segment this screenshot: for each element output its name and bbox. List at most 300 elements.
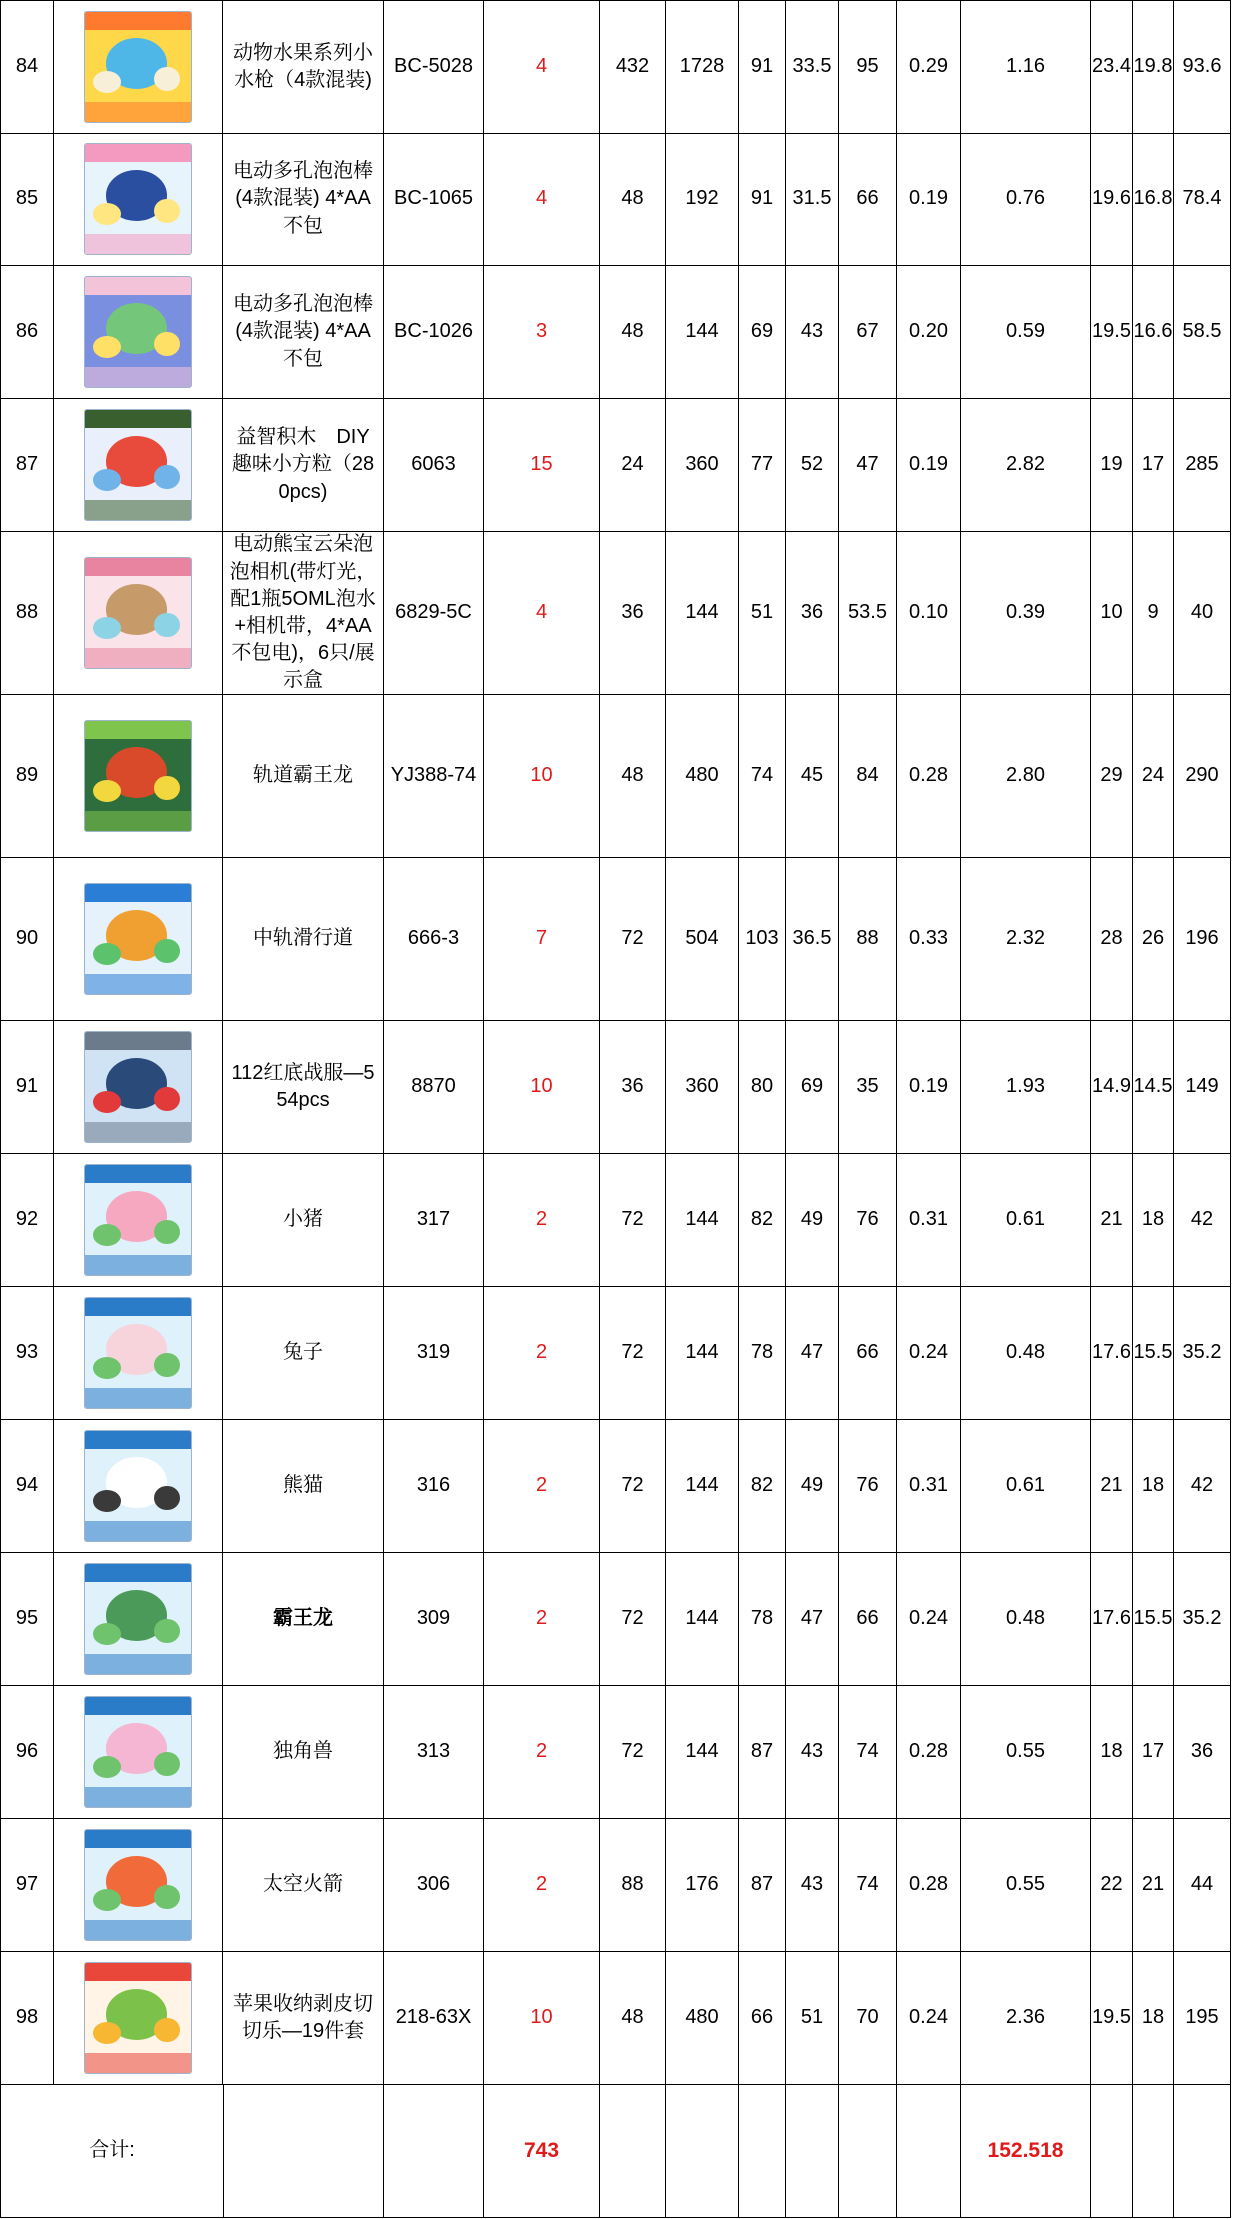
- total-weight-cell: [1174, 1420, 1231, 1553]
- carton-cbm: 0.24: [909, 1607, 948, 1630]
- product-name-cell: [223, 266, 384, 399]
- model-number-cell: [384, 133, 484, 266]
- pcs-per-carton: 72: [621, 1208, 644, 1231]
- pcs-per-carton: 88: [621, 1873, 644, 1896]
- gross-weight-cell: [1091, 1553, 1133, 1686]
- order-quantity: 2: [535, 1208, 548, 1231]
- pcs-per-carton-cell: [600, 1952, 666, 2085]
- rail-car-image: [79, 880, 197, 998]
- gross-weight-cell: [1091, 0, 1133, 134]
- net-weight: 24: [1141, 764, 1165, 787]
- item-number-cell: [0, 0, 54, 134]
- product-name-cell: [223, 1021, 384, 1154]
- order-quantity: 3: [535, 320, 548, 343]
- gross-weight: 14.9: [1092, 1075, 1131, 1098]
- model-number: 666-3: [407, 927, 460, 950]
- total-weight: 195: [1185, 2006, 1219, 2029]
- carton-length-cell: [739, 1686, 786, 1819]
- total-weight-cell: [1174, 399, 1231, 532]
- carton-cbm: 0.33: [909, 927, 948, 950]
- total-weight: 36: [1190, 1740, 1214, 1763]
- total-weight: 40: [1190, 601, 1214, 624]
- total-weight: 196: [1185, 927, 1219, 950]
- carton-width-cell: [786, 399, 839, 532]
- model-number: 313: [416, 1740, 451, 1763]
- total-cbm: 1.16: [1006, 55, 1045, 78]
- total-cbm: 0.48: [1006, 1607, 1045, 1630]
- carton-cbm: 0.31: [909, 1208, 948, 1231]
- total-row-cell: [1133, 2085, 1174, 2218]
- carton-length-cell: [739, 858, 786, 1021]
- total-pcs: 144: [685, 1740, 719, 1763]
- carton-cbm-cell: [897, 1819, 961, 1952]
- order-quantity-cell: [484, 1686, 600, 1819]
- total-weight: 42: [1190, 1208, 1214, 1231]
- product-name: 苹果收纳剥皮切切乐—19件套: [233, 1992, 373, 2042]
- total-pcs-cell: [666, 532, 739, 695]
- carton-cbm-cell: [897, 133, 961, 266]
- model-number-cell: [384, 1420, 484, 1553]
- pcs-per-carton: 48: [621, 320, 644, 343]
- item-number: 94: [15, 1474, 39, 1497]
- pcs-per-carton-cell: [600, 1686, 666, 1819]
- product-name-cell: [223, 399, 384, 532]
- carton-length: 91: [750, 187, 774, 210]
- carton-height: 47: [856, 453, 879, 476]
- total-weight-cell: [1174, 133, 1231, 266]
- total-weight-cell: [1174, 1952, 1231, 2085]
- total-row-cell: [223, 2085, 384, 2218]
- product-image-cell: [53, 695, 223, 858]
- gross-weight-cell: [1091, 1287, 1133, 1420]
- item-number: 90: [15, 927, 39, 950]
- carton-height: 70: [856, 2006, 879, 2029]
- total-cbm-cell: [961, 1819, 1091, 1952]
- pcs-per-carton-cell: [600, 133, 666, 266]
- product-name-cell: [223, 1819, 384, 1952]
- order-quantity-cell: [484, 1021, 600, 1154]
- total-cbm-cell: [961, 1952, 1091, 2085]
- product-name-cell: [223, 1553, 384, 1686]
- item-number-cell: [0, 399, 54, 532]
- gross-weight-cell: [1091, 1021, 1133, 1154]
- gross-weight: 21: [1100, 1474, 1123, 1497]
- item-number: 92: [15, 1208, 39, 1231]
- gross-weight-cell: [1091, 399, 1133, 532]
- product-name-cell: [223, 0, 384, 134]
- carton-cbm: 0.28: [909, 1873, 948, 1896]
- order-quantity-cell: [484, 1952, 600, 2085]
- carton-width: 47: [800, 1341, 824, 1364]
- model-number: 218-63X: [395, 2006, 472, 2029]
- net-weight-cell: [1133, 695, 1174, 858]
- product-image-cell: [53, 1952, 223, 2085]
- net-weight: 16.6: [1133, 320, 1173, 343]
- order-quantity: 7: [535, 927, 548, 950]
- total-pcs-cell: [666, 1553, 739, 1686]
- carton-width-cell: [786, 858, 839, 1021]
- water-gun-toy-image: [79, 8, 197, 126]
- pcs-per-carton: 48: [621, 764, 644, 787]
- carton-width-cell: [786, 1287, 839, 1420]
- total-weight: 35.2: [1182, 1607, 1222, 1630]
- carton-height: 66: [856, 1341, 879, 1364]
- model-number: 6063: [411, 453, 456, 476]
- product-image-cell: [53, 1287, 223, 1420]
- total-pcs: 480: [685, 764, 719, 787]
- model-number-cell: [384, 1287, 484, 1420]
- carton-length-cell: [739, 1952, 786, 2085]
- item-number-cell: [0, 1021, 54, 1154]
- order-quantity: 4: [535, 187, 548, 210]
- carton-width: 49: [800, 1474, 824, 1497]
- total-cbm-cell: [961, 1021, 1091, 1154]
- item-number-cell: [0, 532, 54, 695]
- pig-toy-image: [79, 1161, 197, 1279]
- carton-height-cell: [839, 695, 897, 858]
- model-number-cell: [384, 0, 484, 134]
- carton-width: 45: [800, 764, 824, 787]
- net-weight-cell: [1133, 399, 1174, 532]
- model-number-cell: [384, 266, 484, 399]
- carton-height-cell: [839, 1420, 897, 1553]
- product-name: 112红底战服—554pcs: [231, 1061, 375, 1111]
- carton-height: 53.5: [848, 601, 887, 624]
- order-quantity: 2: [535, 1341, 548, 1364]
- total-row-cell: [600, 2085, 666, 2218]
- carton-width: 36.5: [792, 927, 832, 950]
- order-quantity-cell: [484, 399, 600, 532]
- pcs-per-carton-cell: [600, 1154, 666, 1287]
- carton-cbm-cell: [897, 1287, 961, 1420]
- gross-weight: 19: [1100, 453, 1123, 476]
- pcs-per-carton-cell: [600, 0, 666, 134]
- item-number: 87: [15, 453, 39, 476]
- carton-length-cell: [739, 133, 786, 266]
- carton-length: 69: [750, 320, 774, 343]
- carton-height-cell: [839, 532, 897, 695]
- carton-length-cell: [739, 1420, 786, 1553]
- product-name: 熊猫: [283, 1474, 323, 1497]
- model-number: BC-1026: [394, 320, 473, 343]
- carton-height-cell: [839, 1952, 897, 2085]
- total-weight-cell: [1174, 1154, 1231, 1287]
- product-image-cell: [53, 0, 223, 134]
- model-number: 316: [416, 1474, 451, 1497]
- item-number: 86: [15, 320, 39, 343]
- total-cbm-cell: [961, 1420, 1091, 1553]
- gross-weight-cell: [1091, 266, 1133, 399]
- carton-width: 33.5: [792, 55, 832, 78]
- total-cbm-cell: [961, 1154, 1091, 1287]
- total-row-cell: [666, 2085, 739, 2218]
- total-weight-cell: [1174, 1819, 1231, 1952]
- net-weight: 18: [1141, 2006, 1165, 2029]
- total-row-cell: [961, 2085, 1091, 2218]
- total-pcs: 144: [685, 320, 719, 343]
- carton-length-cell: [739, 532, 786, 695]
- net-weight-cell: [1133, 266, 1174, 399]
- model-number: 8870: [411, 1075, 456, 1098]
- gross-weight: 22: [1100, 1873, 1123, 1896]
- product-name-cell: [223, 1686, 384, 1819]
- pcs-per-carton-cell: [600, 1287, 666, 1420]
- carton-width: 52: [800, 453, 824, 476]
- total-pcs-cell: [666, 1686, 739, 1819]
- item-number-cell: [0, 266, 54, 399]
- product-name: 太空火箭: [263, 1873, 343, 1896]
- gross-weight-cell: [1091, 695, 1133, 858]
- carton-cbm-cell: [897, 0, 961, 134]
- total-weight: 149: [1185, 1075, 1219, 1098]
- order-quantity-cell: [484, 1819, 600, 1952]
- carton-length-cell: [739, 1553, 786, 1686]
- total-weight-cell: [1174, 532, 1231, 695]
- product-name: 电动熊宝云朵泡泡相机(带灯光，配1瓶5OML泡水+相机带，4*AA不包电)，6只/展示盒: [229, 533, 377, 692]
- order-quantity-cell: [484, 532, 600, 695]
- carton-length-cell: [739, 1154, 786, 1287]
- order-quantity-cell: [484, 1154, 600, 1287]
- carton-cbm: 0.19: [909, 1075, 948, 1098]
- gross-weight-cell: [1091, 1952, 1133, 2085]
- product-image-cell: [53, 532, 223, 695]
- carton-cbm: 0.24: [909, 1341, 948, 1364]
- carton-width: 36: [800, 601, 824, 624]
- carton-cbm-cell: [897, 695, 961, 858]
- pcs-per-carton-cell: [600, 532, 666, 695]
- order-quantity-cell: [484, 1553, 600, 1686]
- carton-cbm: 0.31: [909, 1474, 948, 1497]
- pcs-per-carton-cell: [600, 399, 666, 532]
- model-number-cell: [384, 1021, 484, 1154]
- item-number-cell: [0, 1553, 54, 1686]
- item-number-cell: [0, 1686, 54, 1819]
- total-pcs-cell: [666, 695, 739, 858]
- carton-cbm-cell: [897, 532, 961, 695]
- carton-length: 82: [750, 1474, 774, 1497]
- item-number: 96: [15, 1740, 39, 1763]
- total-cbm: 0.61: [1006, 1474, 1045, 1497]
- model-number: 6829-5C: [395, 601, 472, 624]
- total-row-cell: [786, 2085, 839, 2218]
- carton-length: 87: [750, 1873, 774, 1896]
- product-name: 电动多孔泡泡棒(4款混装) 4*AA不包: [233, 293, 373, 370]
- carton-width-cell: [786, 133, 839, 266]
- pcs-per-carton: 48: [621, 2006, 644, 2029]
- trex-toy-image: [79, 1560, 197, 1678]
- total-cbm: 0.61: [1006, 1208, 1045, 1231]
- total-row-cell: [1091, 2085, 1133, 2218]
- total-weight-cell: [1174, 1287, 1231, 1420]
- gross-weight: 28: [1100, 927, 1123, 950]
- net-weight-cell: [1133, 858, 1174, 1021]
- carton-length-cell: [739, 1819, 786, 1952]
- carton-cbm: 0.28: [909, 1740, 948, 1763]
- total-pcs-cell: [666, 1819, 739, 1952]
- net-weight-cell: [1133, 1952, 1174, 2085]
- total-pcs: 144: [685, 1341, 719, 1364]
- model-number: BC-5028: [394, 55, 473, 78]
- order-quantity-cell: [484, 0, 600, 134]
- carton-width-cell: [786, 1819, 839, 1952]
- total-cbm-cell: [961, 858, 1091, 1021]
- gross-weight: 10: [1100, 601, 1123, 624]
- carton-height-cell: [839, 1287, 897, 1420]
- total-pcs: 360: [685, 1075, 719, 1098]
- model-number: 306: [416, 1873, 451, 1896]
- total-pcs-cell: [666, 1021, 739, 1154]
- carton-height-cell: [839, 1686, 897, 1819]
- pcs-per-carton: 48: [621, 187, 644, 210]
- total-cbm-cell: [961, 1287, 1091, 1420]
- total-weight-cell: [1174, 695, 1231, 858]
- gross-weight: 23.4: [1092, 55, 1131, 78]
- pcs-per-carton-cell: [600, 1819, 666, 1952]
- bubble-stick-image: [79, 140, 197, 258]
- total-weight: 290: [1185, 764, 1219, 787]
- model-number: YJ388-74: [390, 764, 477, 787]
- rabbit-toy-image: [79, 1294, 197, 1412]
- total-pcs-cell: [666, 858, 739, 1021]
- model-number-cell: [384, 858, 484, 1021]
- carton-height-cell: [839, 1553, 897, 1686]
- total-quantity: 743: [523, 2139, 560, 2162]
- total-pcs-cell: [666, 1952, 739, 2085]
- net-weight: 15.5: [1133, 1607, 1173, 1630]
- total-weight: 58.5: [1182, 320, 1222, 343]
- total-row-cell: [739, 2085, 786, 2218]
- total-cbm: 0.39: [1006, 601, 1045, 624]
- order-quantity: 10: [530, 2006, 553, 2029]
- carton-width-cell: [786, 0, 839, 134]
- carton-length: 82: [750, 1208, 774, 1231]
- carton-width: 47: [800, 1607, 824, 1630]
- total-cbm-cell: [961, 266, 1091, 399]
- net-weight-cell: [1133, 1819, 1174, 1952]
- product-name-cell: [223, 1154, 384, 1287]
- carton-cbm: 0.24: [909, 2006, 948, 2029]
- model-number-cell: [384, 532, 484, 695]
- product-image-cell: [53, 133, 223, 266]
- carton-height: 74: [856, 1873, 879, 1896]
- pcs-per-carton: 72: [621, 1607, 644, 1630]
- carton-height-cell: [839, 1154, 897, 1287]
- total-row-cell: [897, 2085, 961, 2218]
- net-weight: 17: [1141, 1740, 1165, 1763]
- order-quantity-cell: [484, 266, 600, 399]
- carton-length-cell: [739, 399, 786, 532]
- pcs-per-carton: 72: [621, 927, 644, 950]
- order-quantity: 15: [530, 453, 553, 476]
- carton-length: 78: [750, 1607, 774, 1630]
- total-weight-cell: [1174, 1553, 1231, 1686]
- pcs-per-carton: 72: [621, 1740, 644, 1763]
- fruit-cutting-set-image: [79, 1959, 197, 2077]
- carton-cbm: 0.20: [909, 320, 948, 343]
- item-number-cell: [0, 858, 54, 1021]
- item-number-cell: [0, 1819, 54, 1952]
- carton-width: 43: [800, 1740, 824, 1763]
- product-name: 动物水果系列小水枪（4款混装): [233, 41, 373, 91]
- carton-cbm: 0.10: [909, 601, 948, 624]
- gross-weight: 19.5: [1092, 2006, 1131, 2029]
- gross-weight-cell: [1091, 1686, 1133, 1819]
- net-weight-cell: [1133, 1287, 1174, 1420]
- order-quantity: 10: [530, 764, 553, 787]
- order-quantity: 2: [535, 1607, 548, 1630]
- space-rocket-toy-image: [79, 1826, 197, 1944]
- total-pcs-cell: [666, 133, 739, 266]
- pcs-per-carton: 72: [621, 1341, 644, 1364]
- total-cbm-cell: [961, 1553, 1091, 1686]
- carton-length: 78: [750, 1341, 774, 1364]
- carton-height-cell: [839, 266, 897, 399]
- total-cbm: 2.80: [1006, 764, 1045, 787]
- carton-cbm-cell: [897, 399, 961, 532]
- carton-length: 74: [750, 764, 774, 787]
- total-cbm-cell: [961, 399, 1091, 532]
- product-name: 轨道霸王龙: [253, 764, 353, 787]
- carton-width: 31.5: [792, 187, 832, 210]
- item-number-cell: [0, 133, 54, 266]
- total-cbm-cell: [961, 1686, 1091, 1819]
- carton-cbm-cell: [897, 858, 961, 1021]
- net-weight: 26: [1141, 927, 1165, 950]
- product-name: 兔子: [283, 1341, 323, 1364]
- pcs-per-carton: 24: [621, 453, 644, 476]
- product-name-cell: [223, 1287, 384, 1420]
- order-quantity: 2: [535, 1474, 548, 1497]
- item-number: 95: [15, 1607, 39, 1630]
- pcs-per-carton: 36: [621, 601, 644, 624]
- item-number-cell: [0, 1154, 54, 1287]
- item-number: 93: [15, 1341, 39, 1364]
- carton-cbm: 0.29: [909, 55, 948, 78]
- product-image-cell: [53, 1686, 223, 1819]
- unicorn-toy-image: [79, 1693, 197, 1811]
- total-cbm: 2.82: [1006, 453, 1045, 476]
- net-weight: 18: [1141, 1474, 1165, 1497]
- total-label: 合计:: [89, 2139, 135, 2162]
- total-pcs: 144: [685, 1474, 719, 1497]
- carton-width-cell: [786, 266, 839, 399]
- total-weight: 44: [1190, 1873, 1214, 1896]
- product-name: 中轨滑行道: [253, 927, 353, 950]
- model-number-cell: [384, 1952, 484, 2085]
- net-weight: 17: [1141, 453, 1165, 476]
- carton-height: 95: [856, 55, 879, 78]
- carton-width: 69: [800, 1075, 824, 1098]
- net-weight-cell: [1133, 0, 1174, 134]
- total-weight: 78.4: [1182, 187, 1222, 210]
- net-weight: 16.8: [1133, 187, 1173, 210]
- model-number-cell: [384, 695, 484, 858]
- total-weight: 35.2: [1182, 1341, 1222, 1364]
- model-number-cell: [384, 1154, 484, 1287]
- panda-toy-image: [79, 1427, 197, 1545]
- total-weight-cell: [1174, 0, 1231, 134]
- model-number-cell: [384, 1686, 484, 1819]
- carton-width-cell: [786, 1420, 839, 1553]
- item-number: 91: [15, 1075, 39, 1098]
- gross-weight: 21: [1100, 1208, 1123, 1231]
- total-cbm: 2.36: [1006, 2006, 1045, 2029]
- item-number: 88: [15, 601, 39, 624]
- total-cbm: 2.32: [1006, 927, 1045, 950]
- product-image-cell: [53, 1420, 223, 1553]
- net-weight-cell: [1133, 1686, 1174, 1819]
- net-weight-cell: [1133, 133, 1174, 266]
